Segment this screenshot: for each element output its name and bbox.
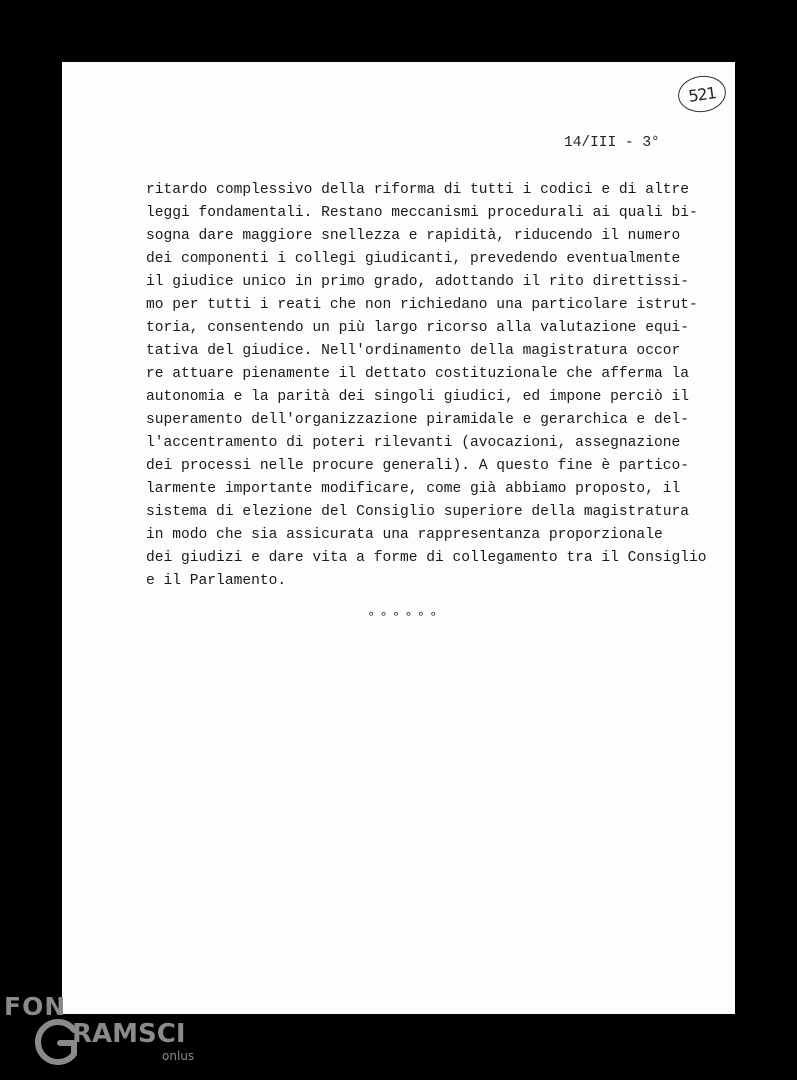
text-line: tativa del giudice. Nell'ordinamento della magistratura occor [146,343,681,359]
document-page [62,62,735,1014]
text-line: mo per tutti i reati che non richiedano una particolare istrut- [146,297,698,313]
text-line: dei componenti i collegi giudicanti, prevedendo eventualmente [146,251,681,267]
page-number-stamp [676,73,729,115]
text-line: e il Parlamento. [146,573,287,589]
text-line: in modo che sia assicurata una rappresentanza proporzionale [146,527,663,543]
text-line: dei giudizi e dare vita a forme di collegamento tra il Consiglio [146,550,707,566]
text-line: dei processi nelle procure generali). A questo fine è partico- [146,458,689,474]
text-line: il giudice unico in primo grado, adottando il rito direttissi- [146,274,689,290]
page-number-text: 521 [687,82,717,106]
watermark-text-main: RAMSCI [72,1019,186,1049]
page-reference: 14/III - 3° [564,135,660,151]
fondazione-gramsci-watermark [0,990,200,1075]
text-line: leggi fondamentali. Restano meccanismi procedurali ai quali bi- [146,205,698,221]
watermark-text-top: FON [4,992,67,1021]
section-separator: °°°°°° [367,610,442,626]
text-line: sistema di elezione del Consiglio superiore della magistratura [146,504,689,520]
text-line: re attuare pienamente il dettato costituzionale che afferma la [146,366,689,382]
watermark-text-sub: onlus [162,1049,195,1063]
text-line: ritardo complessivo della riforma di tutti i codici e di altre [146,182,689,198]
text-line: autonomia e la parità dei singoli giudici, ed impone perciò il [146,389,689,405]
text-line: toria, consentendo un più largo ricorso alla valutazione equi- [146,320,689,336]
text-line: l'accentramento di poteri rilevanti (avocazioni, assegnazione [146,435,681,451]
body-text [146,179,706,593]
text-line: superamento dell'organizzazione piramidale e gerarchica e del- [146,412,689,428]
text-line: sogna dare maggiore snellezza e rapidità, riducendo il numero [146,228,681,244]
text-line: larmente importante modificare, come già abbiamo proposto, il [146,481,681,497]
